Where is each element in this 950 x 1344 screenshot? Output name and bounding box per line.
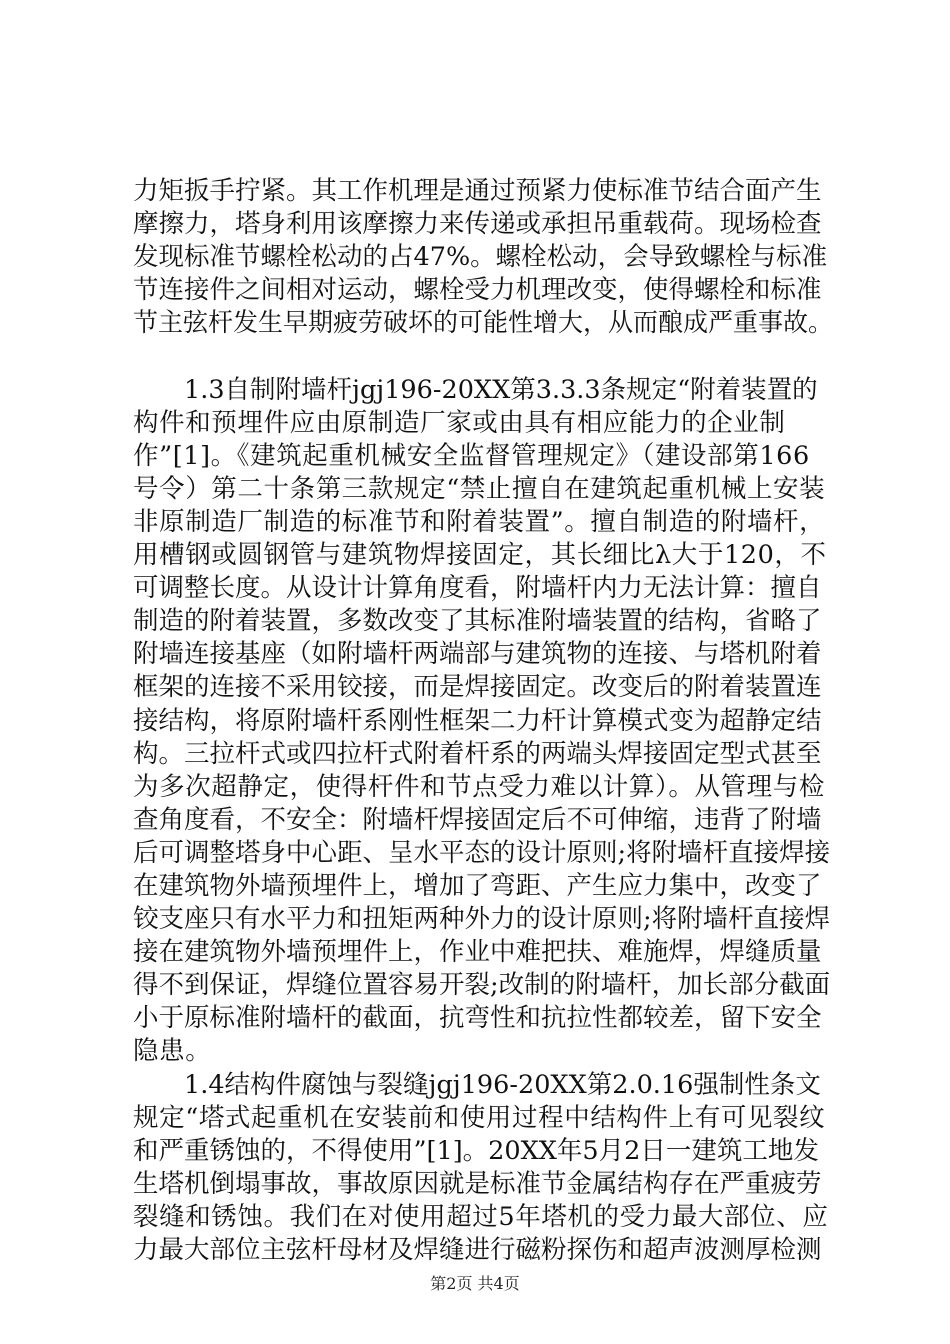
text-line: 非原制造厂制造的标准节和附着装置”。擅自制造的附墙杆， [133, 506, 826, 537]
text-line: 接结构，将原附墙杆系刚性框架二力杆计算模式变为超静定结 [133, 705, 822, 736]
text-line: 制造的附着装置，多数改变了其标准附墙装置的结构，省略了 [133, 606, 822, 637]
page-footer: 第2页 共4页 [430, 1274, 520, 1293]
text-line: 生塔机倒塌事故，事故原因就是标准节金属结构存在严重疲劳 [133, 1168, 822, 1199]
text-line: 构件和预埋件应由原制造厂家或由具有相应能力的企业制 [133, 407, 786, 438]
text-line: 用槽钢或圆钢管与建筑物焊接固定，其长细比λ大于120，不 [133, 540, 827, 571]
text-line: 作”[1]。《建筑起重机械安全监督管理规定》（建设部第166 [133, 440, 810, 471]
text-line: 节主弦杆发生早期疲劳破坏的可能性增大，从而酿成严重事故。 [133, 308, 834, 339]
text-line: 可调整长度。从设计计算角度看，附墙杆内力无法计算：擅自 [133, 573, 822, 604]
text-line: 接在建筑物外墙预埋件上，作业中难把扶、难施焊，焊缝质量 [133, 937, 822, 968]
text-line: 后可调整塔身中心距、呈水平态的设计原则;将附墙杆直接焊接 [133, 837, 831, 868]
text-line: 规定“塔式起重机在安装前和使用过程中结构件上有可见裂纹 [133, 1102, 826, 1133]
text-line: 摩擦力，塔身利用该摩擦力来传递或承担吊重载荷。现场检查 [133, 209, 822, 240]
text-line: 附墙连接基座（如附墙杆两端部与建筑物的连接、与塔机附着 [133, 639, 822, 670]
text-line: 力矩扳手拧紧。其工作机理是通过预紧力使标准节结合面产生 [133, 176, 822, 206]
text-line: 铰支座只有水平力和扭矩两种外力的设计原则;将附墙杆直接焊 [133, 904, 831, 935]
text-line: 发现标准节螺栓松动的占47%。螺栓松动，会导致螺栓与标准 [133, 242, 828, 273]
text-line: 小于原标准附墙杆的截面，抗弯性和抗拉性都较差，留下安全 [133, 1003, 822, 1034]
text-line: 裂缝和锈蚀。我们在对使用超过5年塔机的受力最大部位、应 [133, 1201, 829, 1232]
text-line: 在建筑物外墙预埋件上，增加了弯距、产生应力集中，改变了 [133, 870, 822, 901]
text-line: 为多次超静定，使得杆件和节点受力难以计算）。从管理与检 [133, 771, 825, 802]
text-line: 得不到保证，焊缝位置容易开裂;改制的附墙杆，加长部分截面 [133, 970, 831, 1001]
text-line: 隐患。 [133, 1036, 212, 1067]
text-line: 和严重锈蚀的，不得使用”[1]。20XX年5月2日一建筑工地发 [133, 1135, 819, 1166]
text-line: 1.4结构件腐蚀与裂缝jgj196-20XX第2.0.16强制性条文 [133, 1069, 821, 1100]
text-line: 构。三拉杆式或四拉杆式附着杆系的两端头焊接固定型式甚至 [133, 738, 822, 769]
text-line: 力最大部位主弦杆母材及焊缝进行磁粉探伤和超声波测厚检测 [133, 1235, 822, 1265]
paragraph-gap [133, 340, 833, 373]
text-line: 号令）第二十条第三款规定“禁止擅自在建筑起重机械上安装 [133, 473, 826, 504]
text-line: 查角度看，不安全：附墙杆焊接固定后不可伸缩，违背了附墙 [133, 804, 822, 835]
text-line: 1.3自制附墙杆jgj196-20XX第3.3.3条规定“附着装置的 [133, 374, 818, 405]
text-line: 节连接件之间相对运动，螺栓受力机理改变，使得螺栓和标准 [133, 275, 822, 306]
text-line: 框架的连接不采用铰接，而是焊接固定。改变后的附着装置连 [133, 672, 822, 703]
body-text [133, 175, 833, 1267]
